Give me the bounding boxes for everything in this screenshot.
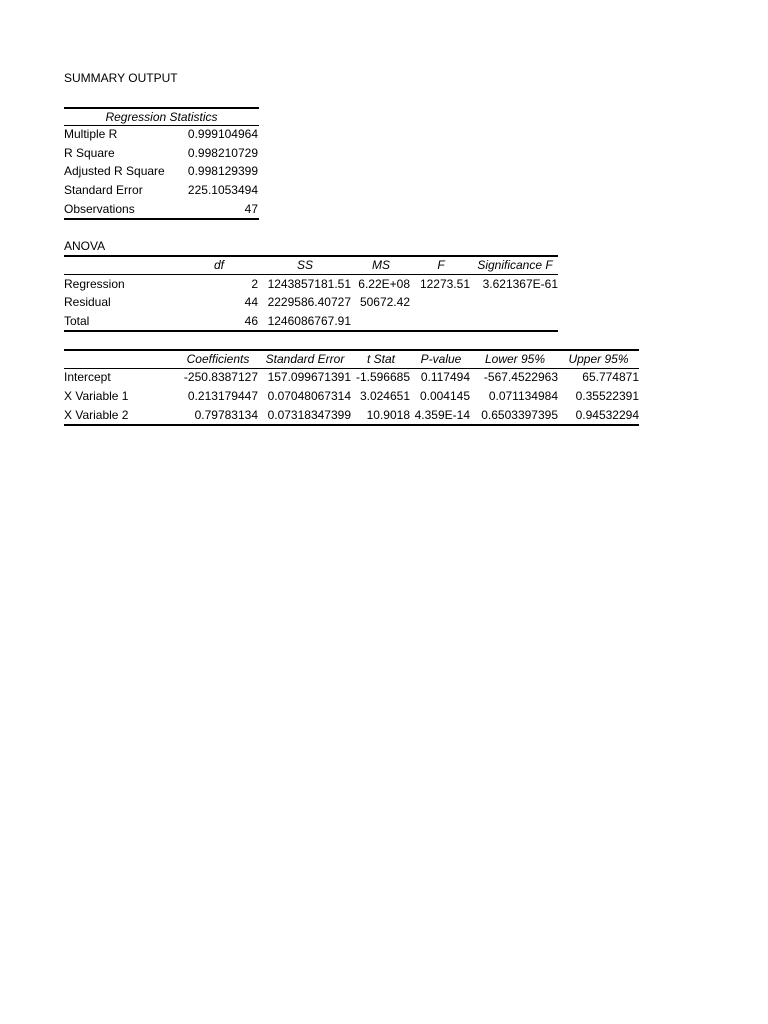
coef-value-x-variable-2: 0.79783134	[194, 408, 258, 422]
coef-header-coefficients: Coefficients	[186, 352, 250, 366]
coef-header-upper-95: Upper 95%	[568, 352, 629, 366]
anova-header-significance-f: Significance F	[477, 258, 553, 272]
regstats-value-multiple-r: 0.999104964	[187, 127, 258, 141]
regstats-label-observations: Observations	[64, 202, 135, 216]
anova-header-ss: SS	[296, 258, 313, 272]
coef-t-x-variable-2: 10.9018	[366, 408, 410, 422]
coef-lower-intercept: -567.4522963	[483, 370, 558, 384]
regstats-label-r-square: R Square	[64, 146, 115, 160]
regstats-header: Regression Statistics	[105, 110, 218, 124]
regstats-label-multiple-r: Multiple R	[64, 127, 118, 141]
anova-header-ms: MS	[372, 258, 390, 272]
coef-label-x-variable-2: X Variable 2	[64, 408, 129, 422]
coef-t-intercept: -1.596685	[355, 370, 410, 384]
coef-t-x-variable-1: 3.024651	[359, 389, 410, 403]
coef-label-x-variable-1: X Variable 1	[64, 389, 129, 403]
coef-upper-intercept: 65.774871	[582, 370, 639, 384]
anova-title: ANOVA	[64, 239, 106, 253]
coef-bottom-border	[64, 424, 639, 426]
regstats-value-standard-error: 225.1053494	[187, 183, 258, 197]
coef-p-x-variable-1: 0.004145	[419, 389, 470, 403]
coef-value-x-variable-1: 0.213179447	[187, 389, 258, 403]
coef-label-intercept: Intercept	[64, 370, 111, 384]
anova-header-f: F	[437, 258, 445, 272]
coef-header-lower-95: Lower 95%	[484, 352, 546, 366]
anova-ms-residual: 50672.42	[359, 295, 410, 309]
anova-label-residual: Residual	[64, 295, 111, 309]
anova-df-regression: 2	[251, 277, 258, 291]
coef-se-intercept: 157.099671391	[267, 370, 351, 384]
anova-ss-residual: 2229586.40727	[267, 295, 351, 309]
coef-header-p-value: P-value	[420, 352, 462, 366]
anova-ms-regression: 6.22E+08	[358, 277, 410, 291]
anova-ss-total: 1246086767.91	[267, 314, 351, 328]
anova-df-total: 46	[244, 314, 258, 328]
coef-upper-x-variable-1: 0.35522391	[575, 389, 639, 403]
coef-p-x-variable-2: 4.359E-14	[414, 408, 470, 422]
coef-se-x-variable-1: 0.07048067314	[267, 389, 351, 403]
coef-se-x-variable-2: 0.07318347399	[267, 408, 351, 422]
coef-header-t-stat: t Stat	[366, 352, 395, 366]
anova-label-total: Total	[64, 314, 90, 328]
coef-upper-x-variable-2: 0.94532294	[575, 408, 639, 422]
regstats-label-adj-r-square: Adjusted R Square	[64, 164, 165, 178]
regstats-value-r-square: 0.998210729	[187, 146, 258, 160]
coef-value-intercept: -250.8387127	[183, 370, 258, 384]
regstats-bottom-border	[64, 218, 259, 220]
coef-lower-x-variable-2: 0.6503397395	[481, 408, 558, 422]
anova-header-df: df	[213, 258, 224, 272]
regstats-label-standard-error: Standard Error	[64, 183, 143, 197]
coef-p-intercept: 0.117494	[420, 370, 470, 384]
anova-bottom-border	[64, 330, 558, 332]
anova-df-residual: 44	[244, 295, 258, 309]
anova-sig-regression: 3.621367E-61	[482, 277, 558, 291]
summary-title: SUMMARY OUTPUT	[64, 71, 178, 85]
anova-ss-regression: 1243857181.51	[267, 277, 351, 291]
regstats-value-observations: 47	[244, 202, 258, 216]
anova-label-regression: Regression	[64, 277, 125, 291]
anova-f-regression: 12273.51	[419, 277, 470, 291]
coef-lower-x-variable-1: 0.071134984	[488, 389, 558, 403]
regstats-value-adj-r-square: 0.998129399	[187, 164, 258, 178]
coef-header-standard-error: Standard Error	[265, 352, 345, 366]
